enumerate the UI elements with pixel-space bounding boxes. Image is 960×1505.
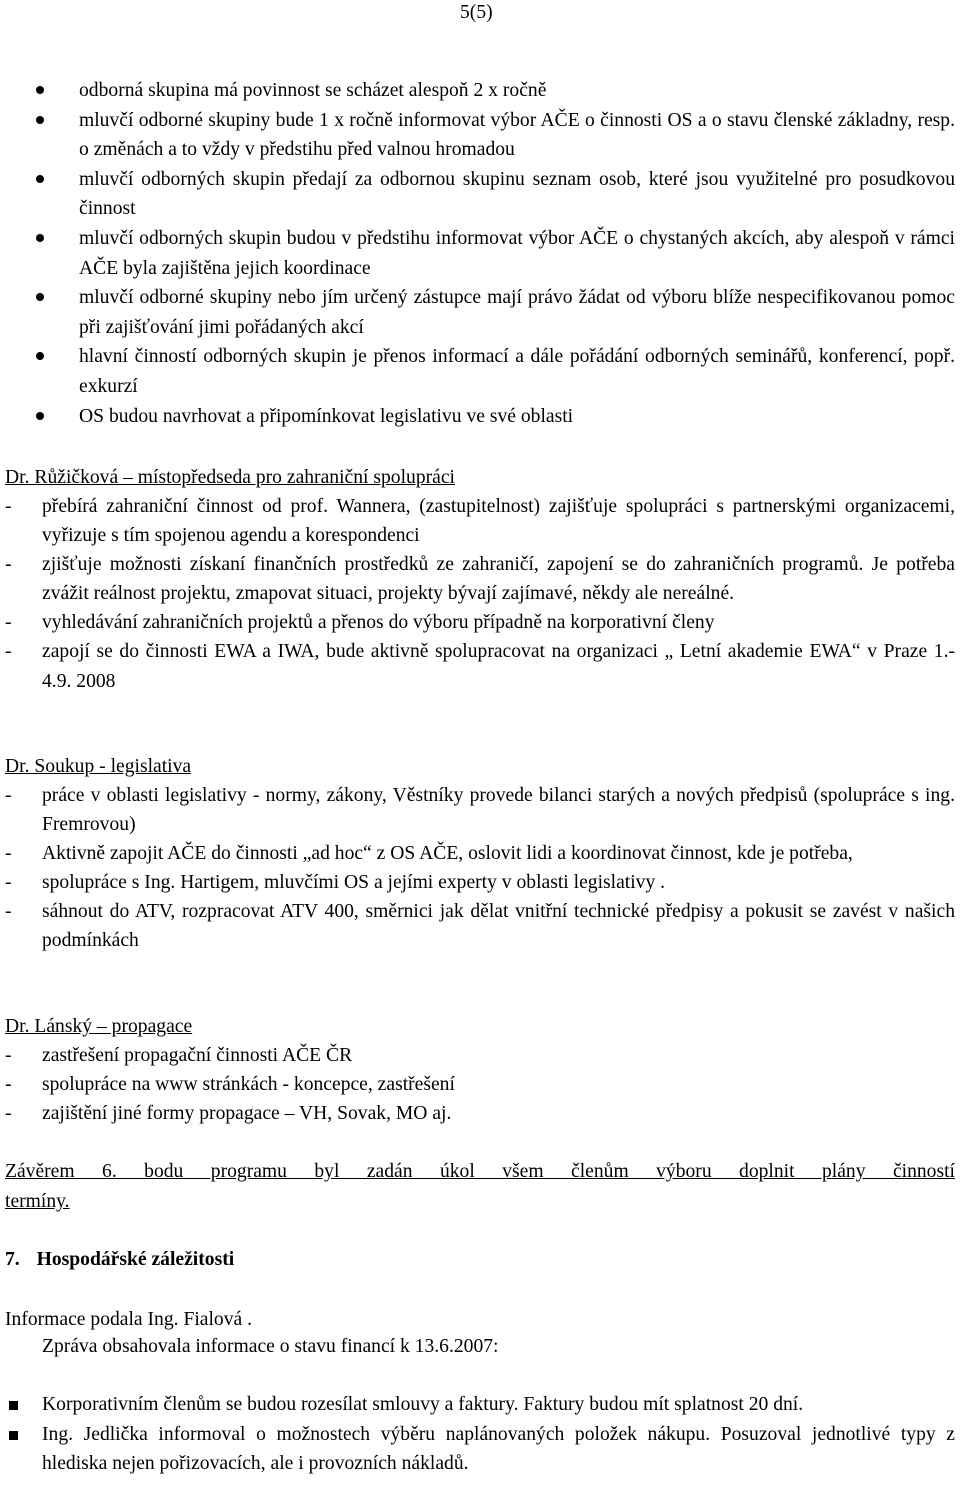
list-item: - sáhnout do ATV, rozpracovat ATV 400, směrnici jak dělat vnitřní technické předpisy a pokusit se zavést v našich podmínkách (5, 901, 955, 952)
section-title (5, 1245, 234, 1275)
list-item: - zajištění jiné formy propagace – VH, Sovak, MO aj. (5, 1103, 452, 1125)
lansky-section (0, 1012, 955, 1128)
list-item: Ing. Jedlička informoval o možnostech výběru naplánovaných položek nákupu. Posuzoval jednotlivé typy z hlediska nejen pořizovacích, ale i provozních nákladů. (0, 1420, 955, 1479)
section-name: Hospodářské záležitosti (36, 1249, 235, 1270)
list-item: OS budou navrhovat a připomínkovat legislativu ve své oblasti (0, 402, 955, 432)
soukup-section (0, 752, 955, 956)
os-duties-list (0, 76, 955, 431)
bullet-icon (36, 175, 44, 183)
conclusion-line: Závěrem 6. bodu programu byl zadán úkol všem členům výboru doplnit plány činností (5, 1161, 955, 1182)
list-item: mluvčí odborné skupiny nebo jím určený zástupce mají právo žádat od výboru blíže nespecifikovanou pomoc při zajišťování jimi pořádaných akcí (0, 283, 955, 342)
list-item: - zapojí se do činnosti EWA a IWA, bude aktivně spolupracovat na organizaci „ Letní akademie EWA“ v Praze 1.- 4.9. 2008 (5, 641, 955, 692)
list-item: mluvčí odborné skupiny bude 1 x ročně informovat výbor AČE o činnosti OS a o stavu členské základny, resp. o změnách a to vždy v předstihu před valnou hromadou (0, 106, 955, 165)
list-item: - přebírá zahraniční činnost od prof. Wannera, (zastupitelnost) zajišťuje spolupráci s partnerskými organizacemi, vyřizuje s tím spojenou agendu a korespondenci (5, 496, 955, 547)
square-bullet-icon (9, 1401, 18, 1410)
bullet-icon (36, 116, 44, 124)
info-line: Informace podala Ing. Fialová . (5, 1309, 253, 1330)
section-heading: Dr. Lánský – propagace (5, 1016, 193, 1037)
square-bullet-icon (9, 1431, 18, 1440)
bullet-icon (36, 234, 44, 242)
bullet-icon (36, 352, 44, 360)
list-item: odborná skupina má povinnost se scházet alespoň 2 x ročně (0, 76, 955, 106)
list-item: - spolupráce na www stránkách - koncepce, zastřešení (5, 1074, 455, 1096)
report-line: Zpráva obsahovala informace o stavu financí k 13.6.2007: (42, 1336, 499, 1357)
ruzickova-section (0, 463, 955, 696)
list-item: - zjišťuje možnosti získaní finančních prostředků ze zahraničí, zapojení se do zahraničních programů. Je potřeba zvážit reálnost projektu, zmapovat situaci, projekty bývají zajímavé, někdy ale nereálné. (5, 554, 955, 605)
list-item: mluvčí odborných skupin předají za odbornou skupinu seznam osob, které jsou využitelné pro posudkovou činnost (0, 165, 955, 224)
list-item: hlavní činností odborných skupin je přenos informací a dále pořádání odborných seminářů, konferencí, popř. exkurzí (0, 342, 955, 401)
list-item: - spolupráce s Ing. Hartigem, mluvčími OS a jejími experty v oblasti legislativy . (5, 872, 666, 894)
bullet-icon (36, 293, 44, 301)
list-item: - vyhledávání zahraničních projektů a přenos do výboru případně na korporativní členy (5, 612, 715, 634)
section-heading: Dr. Soukup - legislativa (5, 756, 192, 777)
list-item: Korporativním členům se budou rozesílat smlouvy a faktury. Faktury budou mít splatnost 20 dní. (0, 1390, 955, 1420)
finance-list (0, 1390, 955, 1479)
section-heading: Dr. Růžičková – místopředseda pro zahraniční spolupráci (5, 467, 455, 488)
conclusion-line-end: termíny. (5, 1191, 70, 1212)
list-item: - Aktivně zapojit AČE do činnosti „ad hoc“ z OS AČE, oslovit lidi a koordinovat činnost, kde je potřeba, (5, 843, 853, 865)
list-item: - zastřešení propagační činnosti AČE ČR (5, 1045, 353, 1066)
list-item: mluvčí odborných skupin budou v předstihu informovat výbor AČE o chystaných akcích, aby alespoň v rámci AČE byla zajištěna jejich koordinace (0, 224, 955, 283)
list-item: - práce v oblasti legislativy - normy, zákony, Věstníky provede bilanci starých a nových předpisů (spolupráce s ing. Fremrovou) (5, 785, 955, 836)
bullet-icon (36, 412, 44, 420)
page-number: 5(5) (460, 2, 493, 23)
section-number: 7. (5, 1249, 20, 1270)
bullet-icon (36, 86, 44, 94)
